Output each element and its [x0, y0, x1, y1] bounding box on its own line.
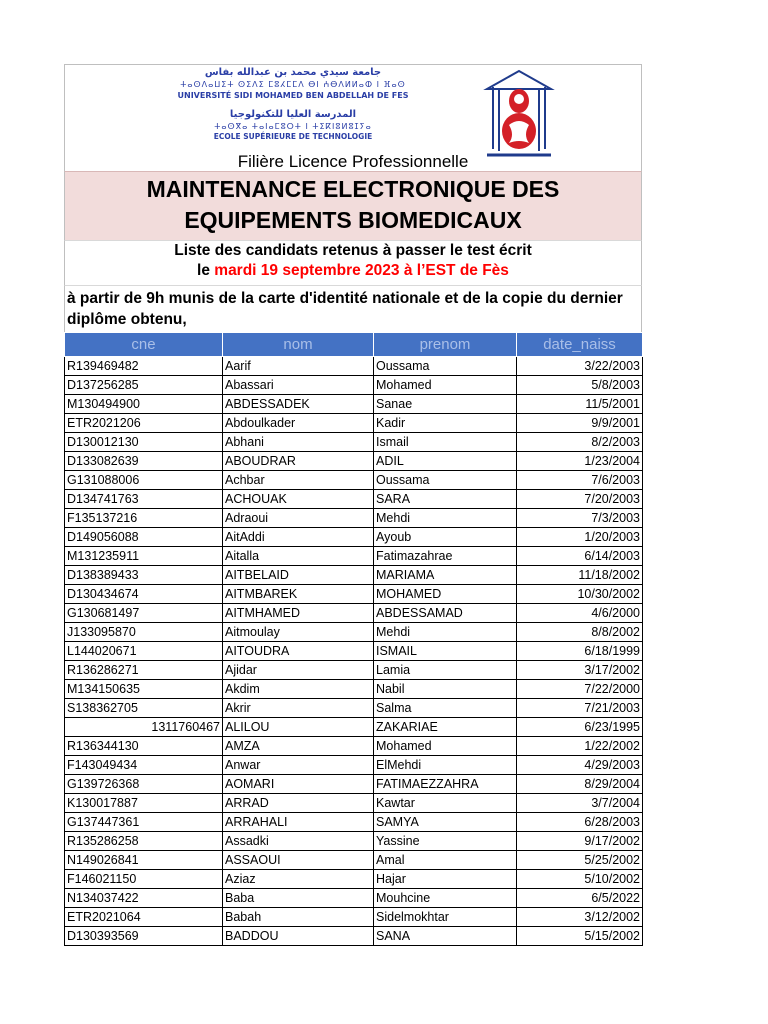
header-banner	[64, 64, 642, 161]
cell-nom: Achbar	[223, 471, 374, 490]
cell-nom: Aitalla	[223, 547, 374, 566]
university-logo-text	[111, 67, 475, 161]
cell-cne: L144020671	[65, 642, 223, 661]
cell-date-naiss: 5/10/2002	[517, 870, 643, 889]
cell-prenom: Mehdi	[374, 509, 517, 528]
column-header-date-naiss: date_naiss	[517, 333, 643, 357]
table-row	[65, 528, 643, 547]
cell-cne: D130434674	[65, 585, 223, 604]
cell-cne: ETR2021206	[65, 414, 223, 433]
column-header-nom: nom	[223, 333, 374, 357]
cell-date-naiss: 8/29/2004	[517, 775, 643, 794]
table-row	[65, 509, 643, 528]
cell-prenom: Sidelmokhtar	[374, 908, 517, 927]
program-title-line1: MAINTENANCE ELECTRONIQUE DES	[146, 176, 560, 202]
cell-date-naiss: 9/17/2002	[517, 832, 643, 851]
cell-prenom: Oussama	[374, 357, 517, 376]
school-name-fr: ECOLE SUPÉRIEURE DE TECHNOLOGIE	[213, 132, 373, 141]
cell-cne: G137447361	[65, 813, 223, 832]
cell-cne: R136286271	[65, 661, 223, 680]
table-row	[65, 718, 643, 737]
cell-nom: ARRAD	[223, 794, 374, 813]
cell-cne: D149056088	[65, 528, 223, 547]
table-row	[65, 851, 643, 870]
cell-nom: ACHOUAK	[223, 490, 374, 509]
cell-date-naiss: 5/15/2002	[517, 927, 643, 946]
cell-date-naiss: 7/21/2003	[517, 699, 643, 718]
cell-nom: AOMARI	[223, 775, 374, 794]
cell-cne: R136344130	[65, 737, 223, 756]
cell-date-naiss: 1/23/2004	[517, 452, 643, 471]
cell-date-naiss: 1/20/2003	[517, 528, 643, 547]
school-name-ar: المدرسة العليا للتكنولوجيا	[229, 109, 357, 120]
cell-date-naiss: 4/6/2000	[517, 604, 643, 623]
cell-nom: ASSAOUI	[223, 851, 374, 870]
table-row	[65, 832, 643, 851]
cell-prenom: ElMehdi	[374, 756, 517, 775]
cell-date-naiss: 11/18/2002	[517, 566, 643, 585]
cell-nom: Babah	[223, 908, 374, 927]
cell-nom: Abhani	[223, 433, 374, 452]
cell-nom: Anwar	[223, 756, 374, 775]
cell-date-naiss: 6/5/2022	[517, 889, 643, 908]
cell-cne: D130393569	[65, 927, 223, 946]
cell-cne: K130017887	[65, 794, 223, 813]
instructions-text: à partir de 9h munis de la carte d'identité nationale et de la copie du dernier diplôme obtenu,	[64, 286, 642, 332]
cell-date-naiss: 7/22/2000	[517, 680, 643, 699]
cell-prenom: Oussama	[374, 471, 517, 490]
table-row	[65, 566, 643, 585]
cell-prenom: Lamia	[374, 661, 517, 680]
table-row	[65, 433, 643, 452]
cell-cne: S138362705	[65, 699, 223, 718]
school-name-tif: ⵜⴰⵙⴳⴰ ⵜⴰⵏⴰⵎⵓⵔⵜ ⵏ ⵜⵉⴽⵏⵓⵍⵓⵊⵢⴰ	[214, 122, 372, 131]
table-row	[65, 813, 643, 832]
cell-nom: Assadki	[223, 832, 374, 851]
cell-prenom: Sanae	[374, 395, 517, 414]
table-row	[65, 395, 643, 414]
cell-nom: ARRAHALI	[223, 813, 374, 832]
cell-date-naiss: 3/12/2002	[517, 908, 643, 927]
cell-prenom: ABDESSAMAD	[374, 604, 517, 623]
cell-cne: N134037422	[65, 889, 223, 908]
cell-date-naiss: 7/20/2003	[517, 490, 643, 509]
cell-nom: Baba	[223, 889, 374, 908]
candidates-table	[64, 332, 643, 946]
exam-date: mardi 19 septembre 2023 à l’EST de Fès	[214, 262, 509, 279]
cell-prenom: Amal	[374, 851, 517, 870]
cell-nom: ALILOU	[223, 718, 374, 737]
table-row	[65, 756, 643, 775]
cell-cne: F135137216	[65, 509, 223, 528]
cell-nom: Adraoui	[223, 509, 374, 528]
cell-nom: Aitmoulay	[223, 623, 374, 642]
cell-date-naiss: 8/2/2003	[517, 433, 643, 452]
cell-cne: D138389433	[65, 566, 223, 585]
cell-cne: R139469482	[65, 357, 223, 376]
cell-cne: N149026841	[65, 851, 223, 870]
table-row	[65, 604, 643, 623]
cell-date-naiss: 5/25/2002	[517, 851, 643, 870]
announcement-le: le	[197, 262, 215, 279]
document-sheet	[64, 64, 642, 946]
table-body	[65, 357, 643, 946]
cell-date-naiss: 7/6/2003	[517, 471, 643, 490]
cell-cne: G131088006	[65, 471, 223, 490]
cell-date-naiss: 3/22/2003	[517, 357, 643, 376]
cell-date-naiss: 9/9/2001	[517, 414, 643, 433]
cell-date-naiss: 8/8/2002	[517, 623, 643, 642]
cell-prenom: Mohamed	[374, 737, 517, 756]
cell-prenom: Ismail	[374, 433, 517, 452]
program-title	[64, 171, 642, 240]
table-row	[65, 452, 643, 471]
table-row	[65, 908, 643, 927]
cell-cne: D130012130	[65, 433, 223, 452]
announcement-line1: Liste des candidats retenus à passer le test écrit	[174, 242, 532, 259]
table-row	[65, 547, 643, 566]
cell-date-naiss: 6/14/2003	[517, 547, 643, 566]
cell-date-naiss: 11/5/2001	[517, 395, 643, 414]
cell-date-naiss: 6/23/1995	[517, 718, 643, 737]
cell-nom: Akrir	[223, 699, 374, 718]
cell-date-naiss: 3/7/2004	[517, 794, 643, 813]
table-row	[65, 661, 643, 680]
table-row	[65, 889, 643, 908]
column-header-cne: cne	[65, 333, 223, 357]
cell-prenom: Mohamed	[374, 376, 517, 395]
cell-nom: Abassari	[223, 376, 374, 395]
table-row	[65, 414, 643, 433]
cell-date-naiss: 6/28/2003	[517, 813, 643, 832]
cell-prenom: ZAKARIAE	[374, 718, 517, 737]
table-row	[65, 471, 643, 490]
cell-nom: Abdoulkader	[223, 414, 374, 433]
cell-cne: M134150635	[65, 680, 223, 699]
table-row	[65, 642, 643, 661]
table-row	[65, 775, 643, 794]
cell-cne: M130494900	[65, 395, 223, 414]
cell-prenom: Fatimazahrae	[374, 547, 517, 566]
cell-prenom: Hajar	[374, 870, 517, 889]
cell-nom: AITMBAREK	[223, 585, 374, 604]
cell-cne: D133082639	[65, 452, 223, 471]
column-header-prenom: prenom	[374, 333, 517, 357]
cell-nom: Akdim	[223, 680, 374, 699]
cell-cne: J133095870	[65, 623, 223, 642]
table-row	[65, 585, 643, 604]
cell-cne: 1311760467	[65, 718, 223, 737]
program-title-line2: EQUIPEMENTS BIOMEDICAUX	[184, 207, 522, 233]
cell-cne: M131235911	[65, 547, 223, 566]
table-row	[65, 680, 643, 699]
table-row	[65, 737, 643, 756]
cell-nom: Aziaz	[223, 870, 374, 889]
table-row	[65, 623, 643, 642]
cell-nom: Aarif	[223, 357, 374, 376]
table-header-row	[65, 333, 643, 357]
cell-cne: ETR2021064	[65, 908, 223, 927]
cell-cne: D134741763	[65, 490, 223, 509]
cell-prenom: ISMAIL	[374, 642, 517, 661]
cell-cne: D137256285	[65, 376, 223, 395]
cell-date-naiss: 5/8/2003	[517, 376, 643, 395]
university-name-ar: جامعة سيدي محمد بن عبدالله بفاس	[204, 67, 382, 78]
table-row	[65, 357, 643, 376]
cell-cne: R135286258	[65, 832, 223, 851]
cell-nom: AitAddi	[223, 528, 374, 547]
cell-cne: F146021150	[65, 870, 223, 889]
cell-prenom: Yassine	[374, 832, 517, 851]
cell-nom: AMZA	[223, 737, 374, 756]
cell-prenom: Kadir	[374, 414, 517, 433]
cell-prenom: Mehdi	[374, 623, 517, 642]
cell-prenom: Mouhcine	[374, 889, 517, 908]
cell-prenom: SANA	[374, 927, 517, 946]
table-row	[65, 870, 643, 889]
filiere-title: Filière Licence Professionnelle	[64, 153, 642, 171]
university-name-fr: UNIVERSITÉ SIDI MOHAMED BEN ABDELLAH DE FES	[177, 91, 409, 100]
cell-prenom: MARIAMA	[374, 566, 517, 585]
table-row	[65, 794, 643, 813]
cell-prenom: MOHAMED	[374, 585, 517, 604]
university-emblem-icon	[483, 69, 555, 161]
cell-nom: AITOUDRA	[223, 642, 374, 661]
cell-prenom: Kawtar	[374, 794, 517, 813]
exam-announcement	[64, 240, 642, 286]
table-row	[65, 699, 643, 718]
table-row	[65, 927, 643, 946]
announcement-line2	[65, 261, 641, 281]
cell-prenom: Ayoub	[374, 528, 517, 547]
cell-prenom: SARA	[374, 490, 517, 509]
cell-cne: G139726368	[65, 775, 223, 794]
cell-prenom: Nabil	[374, 680, 517, 699]
cell-nom: AITBELAID	[223, 566, 374, 585]
cell-date-naiss: 3/17/2002	[517, 661, 643, 680]
table-row	[65, 490, 643, 509]
cell-prenom: ADIL	[374, 452, 517, 471]
cell-date-naiss: 4/29/2003	[517, 756, 643, 775]
cell-date-naiss: 1/22/2002	[517, 737, 643, 756]
cell-cne: F143049434	[65, 756, 223, 775]
cell-nom: AITMHAMED	[223, 604, 374, 623]
cell-nom: Ajidar	[223, 661, 374, 680]
cell-prenom: SAMYA	[374, 813, 517, 832]
cell-prenom: FATIMAEZZAHRA	[374, 775, 517, 794]
cell-date-naiss: 7/3/2003	[517, 509, 643, 528]
cell-cne: G130681497	[65, 604, 223, 623]
cell-date-naiss: 6/18/1999	[517, 642, 643, 661]
cell-nom: ABDESSADEK	[223, 395, 374, 414]
cell-nom: BADDOU	[223, 927, 374, 946]
cell-prenom: Salma	[374, 699, 517, 718]
university-name-tif: ⵜⴰⵙⴷⴰⵡⵉⵜ ⵙⵉⴷⵉ ⵎⵓⵃⵎⵎⴷ ⴱⵏ ⵄⴱⴷⵍⵍⴰⵀ ⵏ ⴼⴰⵙ	[180, 80, 406, 89]
table-row	[65, 376, 643, 395]
cell-date-naiss: 10/30/2002	[517, 585, 643, 604]
cell-nom: ABOUDRAR	[223, 452, 374, 471]
